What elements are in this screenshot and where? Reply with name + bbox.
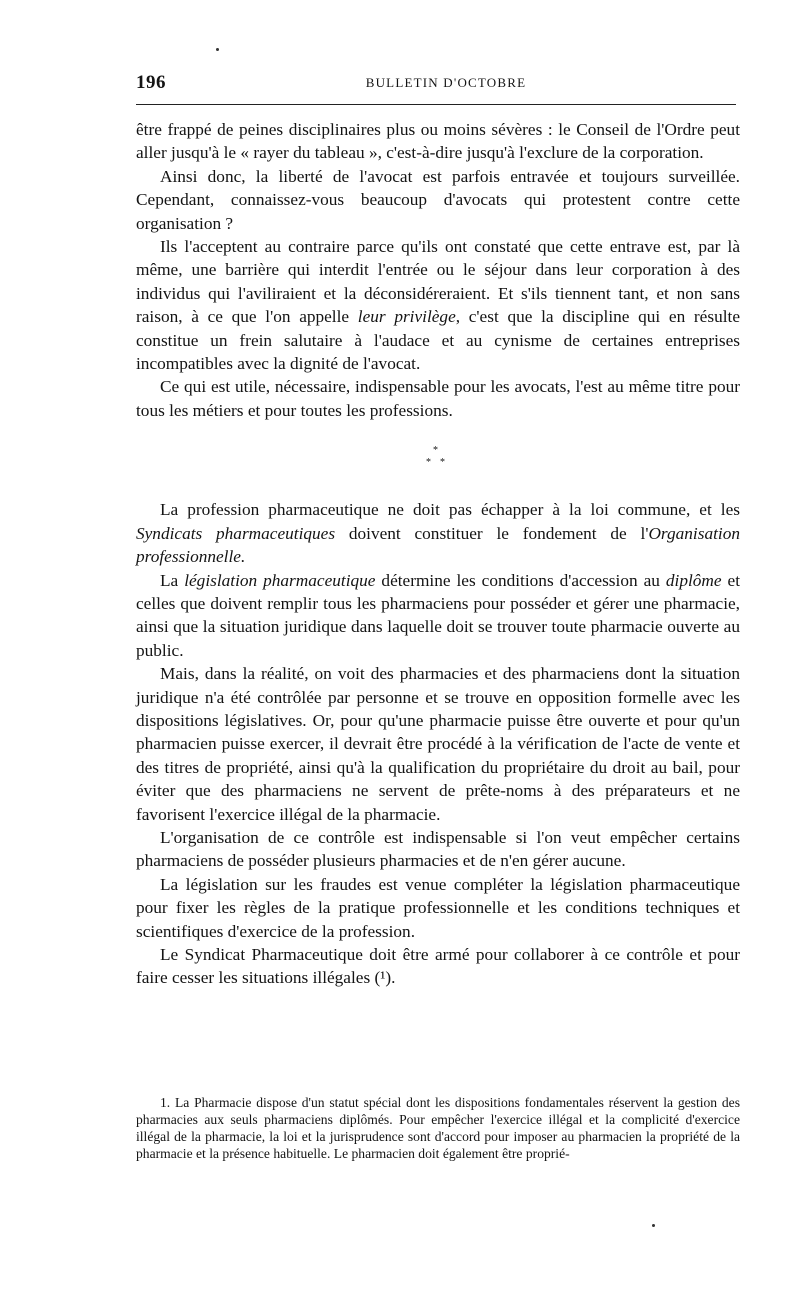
paragraph: L'organisation de ce contrôle est indispensable si l'on veut empêcher certains pharmaciens de posséder plusieurs pharmacies et de n'en gérer aucune. [136, 827, 740, 871]
asterisk: * [426, 457, 431, 469]
italic-text: législation pharmaceutique [184, 570, 376, 590]
print-speck [652, 1224, 655, 1227]
text-run: Ils l'acceptent au contraire parce qu'ils ont constaté que cette entrave est, par là même, une barrière qui interdit l'entrée ou le séjour dans leur corporation à des individus qui l'aviliraient et la déconsidéreraient. Et s'ils tiennent tant, et non sans raison, à ce que l'on appelle [136, 237, 740, 327]
paragraph [136, 235, 740, 375]
section-separator-asterism [136, 436, 740, 488]
print-speck [216, 48, 219, 51]
text-run: , c'est que la discipline qui en résulte constitue un frein salutaire à l'audace et au cynisme de certaines entreprises incompatibles avec la dignité de l'avocat. [136, 307, 740, 374]
page-number: 196 [136, 72, 166, 93]
paragraph: être frappé de peines disciplinaires plus ou moins sévères : le Conseil de l'Ordre peut aller jusqu'à le « rayer du tableau », c'est-à-dire jusqu'à l'exclure de la corporation. [136, 120, 740, 163]
footnote: 1. La Pharmacie dispose d'un statut spécial dont les dispositions fondamentales réservent la gestion des pharmacies aux seuls pharmaciens diplômés. Pour empêcher l'exercice illégal et la complicité d'exercice illégal de la pharmacie, la loi et la jurisprudence sont d'accord pour imposer au pharmacien la propriété de la pharmacie et la présence habituelle. Le pharmacien doit également être proprié- [136, 1095, 740, 1161]
text-run: La profession pharmaceutique ne doit pas échapper à la loi commune, et les [160, 500, 740, 520]
paragraph: Le Syndicat Pharmaceutique doit être armé pour collaborer à ce contrôle et pour faire cesser les situations illégales (¹). [136, 945, 740, 988]
text-run: détermine les conditions d'accession au [375, 570, 666, 590]
asterisk: * [433, 445, 438, 457]
paragraph: Mais, dans la réalité, on voit des pharmacies et des pharmaciens dont la situation juridique n'a été contrôlée par personne et se trouve en opposition formelle avec les dispositions législatives. Or, pour qu'une pharmacie puisse être ouverte et pour qu'un pharmacien puisse exercer, il devrait être procédé à la vérification de l'acte de vente et des titres de propriété, ainsi qu'à la qualification du propriétaire du droit au bail, pour éviter que des pharmaciens ne servent de prête-noms à des préparateurs et ne favorisent l'exercice illégal de la pharmacie. [136, 664, 740, 824]
asterisk: * [440, 457, 445, 469]
paragraph: La législation sur les fraudes est venue compléter la législation pharmaceutique pour fixer les règles de la pratique professionnelle et les conditions techniques et scientifiques d'exercice de la profession. [136, 874, 740, 941]
text-run: et celles que doivent remplir tous les pharmaciens pour posséder et gérer une pharmacie, ainsi que la situation juridique dans laquelle doit se trouver toute pharmacie ouverte au public. [136, 570, 741, 660]
footnotes [136, 1094, 740, 1162]
running-title: BULLETIN D'OCTOBRE [365, 75, 527, 90]
italic-text: Syndicats pharmaceutiques [136, 523, 336, 543]
paragraph: Ce qui est utile, nécessaire, indispensable pour les avocats, l'est au même titre pour tous les métiers et pour toutes les professions. [136, 377, 740, 420]
text-run: La [160, 570, 185, 590]
section-pharmacy [136, 498, 740, 990]
italic-text: leur privilège [357, 307, 456, 327]
italic-text: diplôme [665, 570, 722, 590]
text-run: doivent constituer le fondement de l' [335, 523, 649, 543]
page-header [136, 72, 736, 96]
paragraph: Ainsi donc, la liberté de l'avocat est parfois entravée et toujours surveillée. Cependant, connaissez-vous beaucoup d'avocats qui protestent contre cette organisation ? [136, 166, 740, 233]
paragraph [136, 498, 740, 568]
header-rule [136, 104, 736, 105]
paragraph [136, 569, 740, 663]
body-text [136, 118, 740, 990]
italic-text: Organisation professionnelle. [136, 523, 740, 567]
